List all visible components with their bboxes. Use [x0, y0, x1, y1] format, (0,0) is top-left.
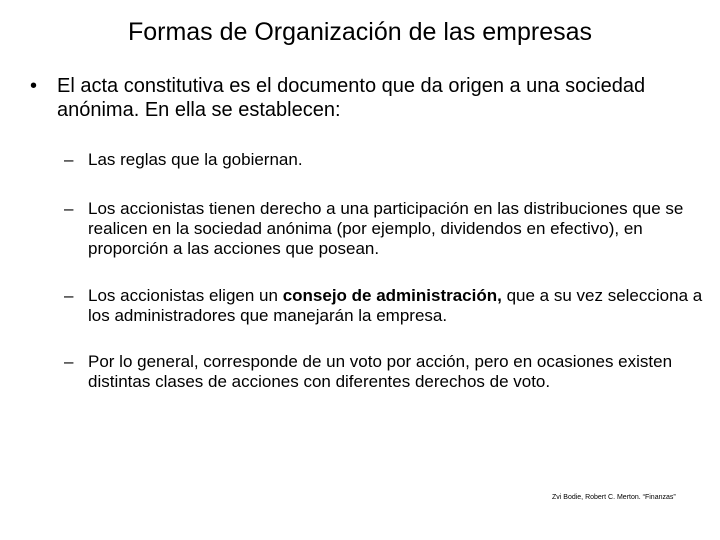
sub-bullet-text-after: que a su vez selecciona a los administradores que manejarán la empresa. [88, 286, 703, 325]
sub-bullet-distributions [64, 199, 704, 259]
bullet-marker: • [30, 75, 38, 97]
sub-bullet-text-before: Los accionistas eligen un [88, 286, 283, 305]
slide-title: Formas de Organización de las empresas [127, 18, 593, 46]
citation: Zvi Bodie, Robert C. Merton. “Finanzas” [552, 494, 676, 501]
dash-marker: – [64, 199, 74, 218]
sub-bullet-voting [64, 352, 704, 392]
sub-bullet-rules [64, 150, 704, 170]
sub-bullet-text: Los accionistas tienen derecho a una participación en las distribuciones que se realicen en la sociedad anónima (por ejemplo, dividendos en efectivo), en proporción a las acciones que posean. [88, 199, 684, 258]
dash-marker: – [64, 150, 74, 169]
main-bullet [30, 74, 700, 122]
dash-marker: – [64, 352, 74, 371]
sub-bullet-text: Por lo general, corresponde de un voto por acción, pero en ocasiones existen distintas clases de acciones con diferentes derechos de voto. [88, 352, 673, 391]
main-bullet-text: El acta constitutiva es el documento que da origen a una sociedad anónima. En ella se establecen: [57, 75, 646, 121]
sub-bullet-board [64, 286, 704, 326]
sub-bullet-text: Las reglas que la gobiernan. [88, 150, 303, 169]
board-term: consejo de administración, [282, 286, 502, 305]
sub-bullet-text [88, 286, 704, 326]
dash-marker: – [64, 286, 74, 305]
